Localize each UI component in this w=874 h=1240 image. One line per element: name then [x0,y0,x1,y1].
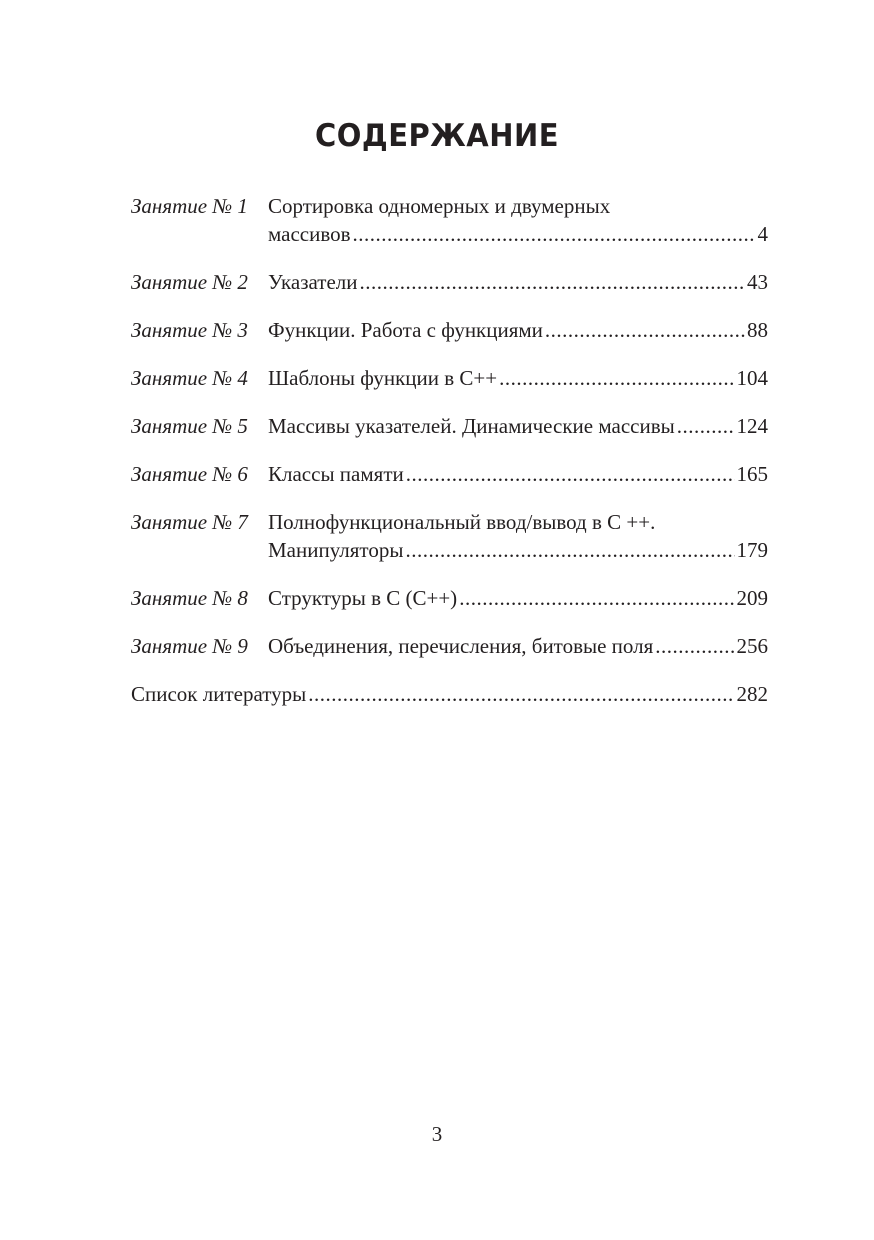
page-title: СОДЕРЖАНИЕ [314,116,560,154]
dot-leader [353,220,756,248]
toc-entry-8[interactable] [131,584,768,612]
dot-leader [655,632,734,660]
page-ref: 88 [747,318,768,342]
entry-title: Манипуляторы [268,538,404,562]
entry-title-line1: Сортировка одномерных и двумерных [268,194,611,218]
dot-leader [405,536,734,564]
lesson-label: Занятие № 3 [131,318,248,342]
lesson-label: Занятие № 7 [131,510,248,534]
page-ref: 209 [736,586,768,610]
dot-leader [459,584,734,612]
lesson-label: Занятие № 5 [131,414,248,438]
entry-title: Объединения, перечисления, битовые поля [268,634,654,658]
entry-title: Функции. Работа с функциями [268,318,543,342]
toc-entry-7[interactable] [131,508,768,564]
entry-title: Массивы указателей. Динамические массивы [268,414,675,438]
entry-title: Шаблоны функции в С++ [268,366,498,390]
table-of-contents [131,192,768,728]
page-ref: 124 [736,414,768,438]
dot-leader [499,364,734,392]
lesson-label: Занятие № 1 [131,194,248,218]
dot-leader [360,268,745,296]
dot-leader [406,460,735,488]
toc-entry-9[interactable] [131,632,768,660]
dot-leader [308,680,734,708]
page-ref: 104 [736,366,768,390]
lesson-label: Занятие № 2 [131,270,248,294]
entry-title: Список литературы [131,682,307,706]
page-ref: 43 [747,270,768,294]
page-ref: 256 [736,634,768,658]
toc-entry-3[interactable] [131,316,768,344]
toc-entry-5[interactable] [131,412,768,440]
dot-leader [677,412,735,440]
toc-entry-6[interactable] [131,460,768,488]
entry-title: Структуры в С (С++) [268,586,458,610]
dot-leader [545,316,745,344]
entry-title-line1: Полнофункциональный ввод/вывод в С ++. [268,510,656,534]
toc-entry-4[interactable] [131,364,768,392]
page-ref: 165 [736,462,768,486]
page-ref: 4 [757,222,768,246]
page-ref: 282 [736,682,768,706]
toc-entry-1[interactable] [131,192,768,248]
lesson-label: Занятие № 4 [131,366,248,390]
toc-entry-bibliography[interactable] [131,680,768,708]
page-ref: 179 [736,538,768,562]
lesson-label: Занятие № 6 [131,462,248,486]
entry-title: массивов [268,222,351,246]
lesson-label: Занятие № 9 [131,634,248,658]
lesson-label: Занятие № 8 [131,586,248,610]
page-number: 3 [431,1122,443,1146]
entry-title: Классы памяти [268,462,404,486]
toc-entry-2[interactable] [131,268,768,296]
entry-title: Указатели [268,270,358,294]
